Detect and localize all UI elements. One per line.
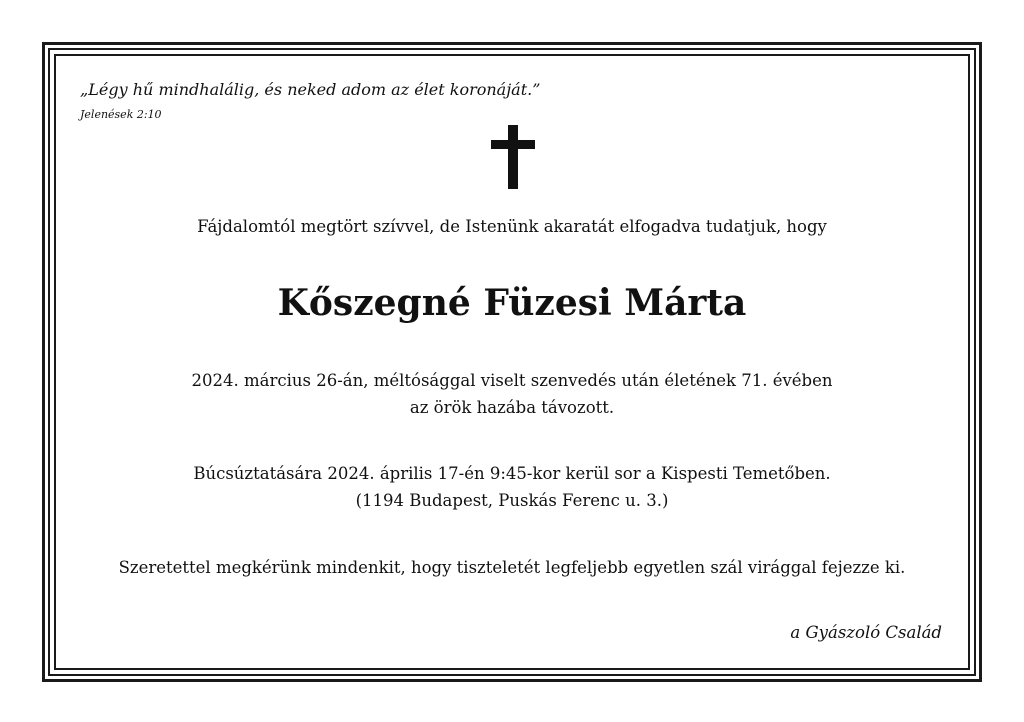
passing-line-2: az örök hazába távozott. [409, 398, 615, 417]
bible-quote: „Légy hű mindhalálig, és neked adom az élet koronáját.” [80, 80, 541, 99]
cross-horizontal-bar [491, 140, 535, 149]
bible-reference: Jelenések 2:10 [80, 108, 162, 121]
deceased-name: Kőszegné Füzesi Márta [277, 282, 747, 324]
intro-text: Fájdalomtól megtört szívvel, de Istenünk akaratát elfogadva tudatjuk, hogy [197, 217, 827, 236]
funeral-details-line-1: Búcsúztatására 2024. április 17-én 9:45-kor kerül sor a Kispesti Temetőben. [193, 464, 831, 483]
funeral-address: (1194 Budapest, Puskás Ferenc u. 3.) [355, 491, 669, 510]
flower-request: Szeretettel megkérünk mindenkit, hogy tiszteletét legfeljebb egyetlen szál virággal fejezze ki. [118, 558, 906, 577]
family-signature: a Gyászoló Család [790, 623, 942, 642]
latin-cross-icon [491, 125, 535, 189]
cross-vertical-bar [508, 125, 518, 189]
passing-line-1: 2024. március 26-án, méltósággal viselt szenvedés után életének 71. évében [191, 371, 833, 390]
